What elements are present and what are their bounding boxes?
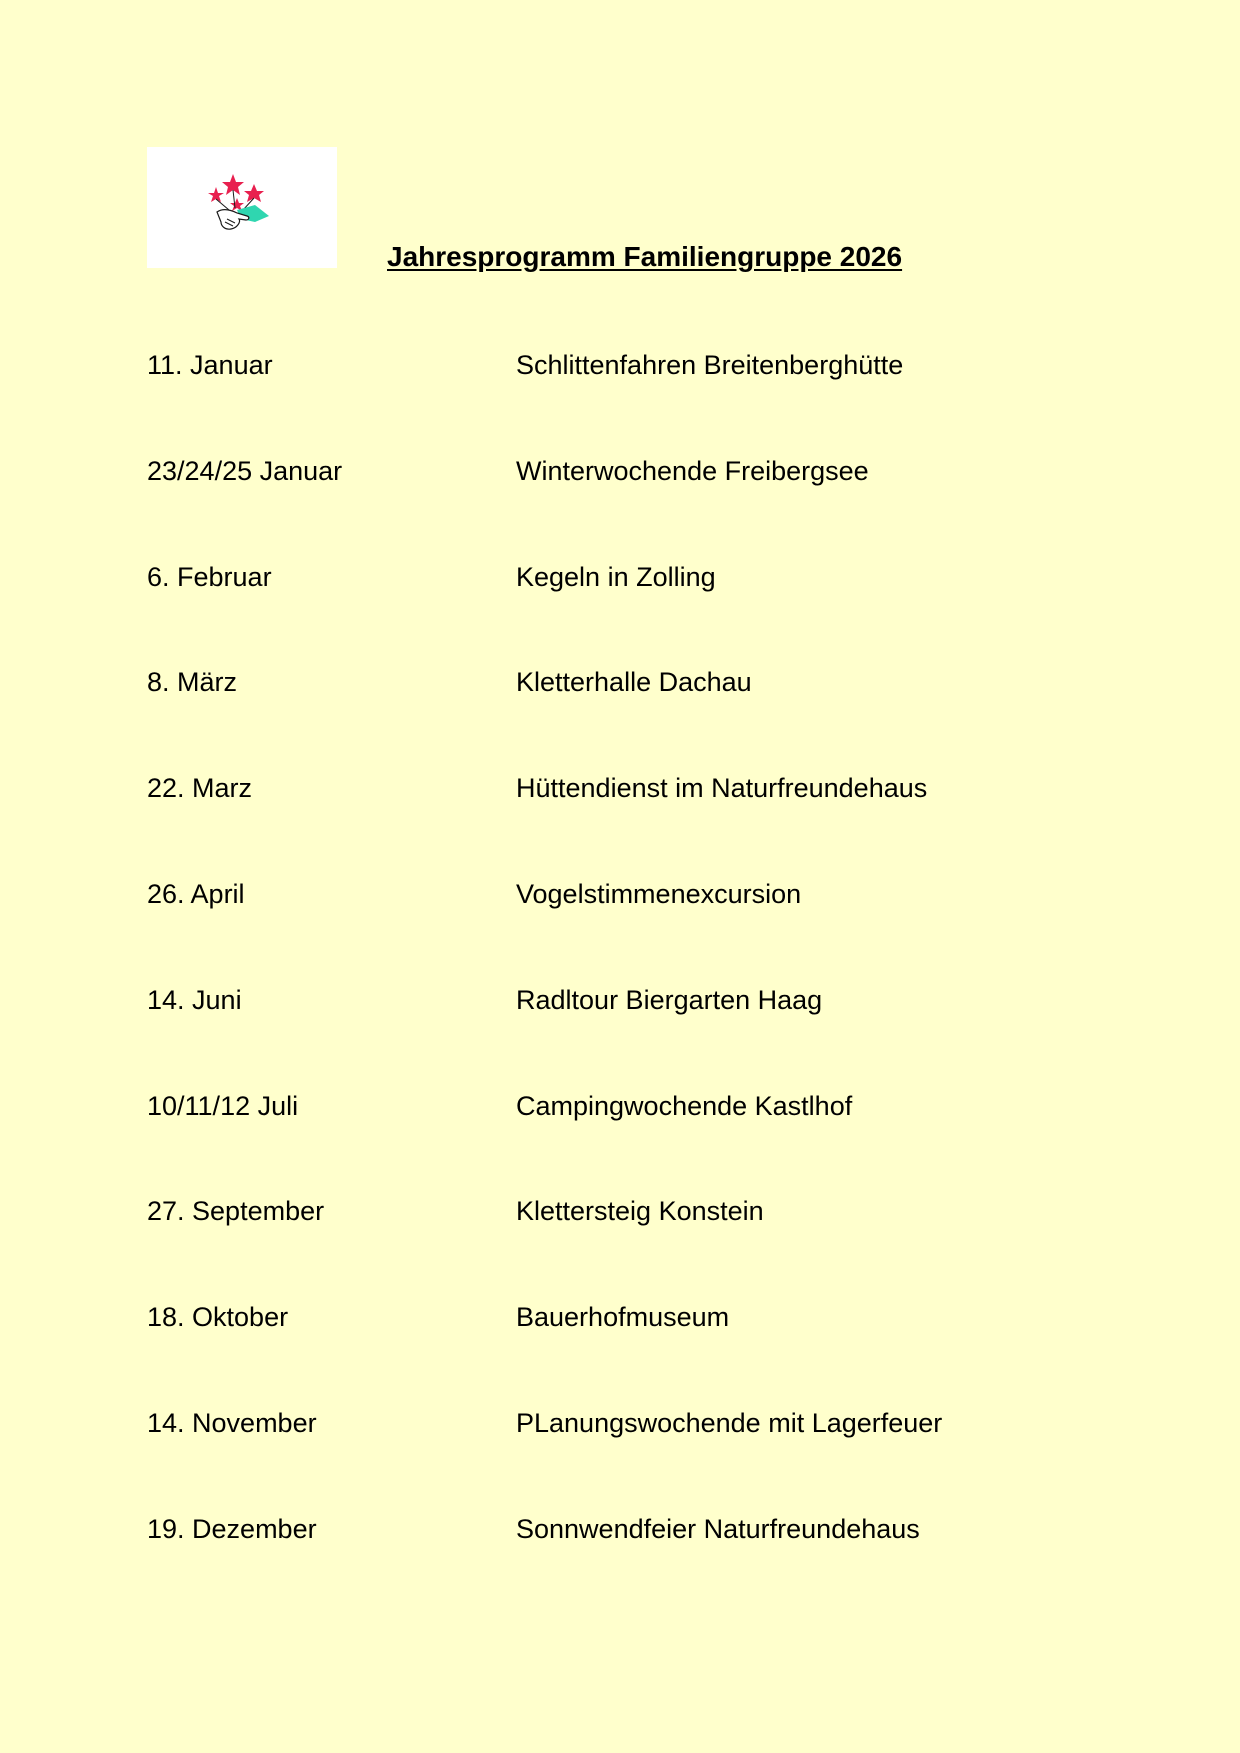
schedule-row [0,874,1240,914]
event-name: Kletterhalle Dachau [516,667,752,697]
event-date: 23/24/25 Januar [147,456,343,486]
event-name: Vogelstimmenexcursion [516,879,802,909]
event-name: Campingwochende Kastlhof [516,1091,853,1121]
event-name: Kegeln in Zolling [516,562,716,592]
event-name: Winterwochende Freibergsee [516,456,869,486]
schedule-row [0,1191,1240,1231]
schedule-row [0,451,1240,491]
schedule-row [0,768,1240,808]
event-date: 6. Februar [147,562,272,592]
schedule-row [0,1297,1240,1337]
event-name: Hüttendienst im Naturfreundehaus [516,773,928,803]
event-date: 14. November [147,1408,317,1438]
event-name: Sonnwendfeier Naturfreundehaus [516,1514,920,1544]
event-name: PLanungswochende mit Lagerfeuer [516,1408,943,1438]
event-name: Klettersteig Konstein [516,1196,764,1226]
event-date: 8. März [147,667,238,697]
page-title: Jahresprogramm Familiengruppe 2026 [387,241,903,272]
event-name: Bauerhofmuseum [516,1302,730,1332]
event-date: 22. Marz [147,773,253,803]
schedule-row [0,1086,1240,1126]
schedule-row [0,1509,1240,1549]
schedule-row [0,1403,1240,1443]
schedule-row [0,662,1240,702]
event-date: 27. September [147,1196,325,1226]
event-name: Radltour Biergarten Haag [516,985,823,1015]
schedule-row [0,557,1240,597]
event-date: 10/11/12 Juli [147,1091,299,1121]
event-date: 14. Juni [147,985,242,1015]
event-date: 26. April [147,879,245,909]
event-name: Schlittenfahren Breitenberghütte [516,350,904,380]
event-date: 11. Januar [147,350,273,380]
schedule-row [0,345,1240,385]
schedule-row [0,980,1240,1020]
event-date: 18. Oktober [147,1302,289,1332]
event-date: 19. Dezember [147,1514,317,1544]
